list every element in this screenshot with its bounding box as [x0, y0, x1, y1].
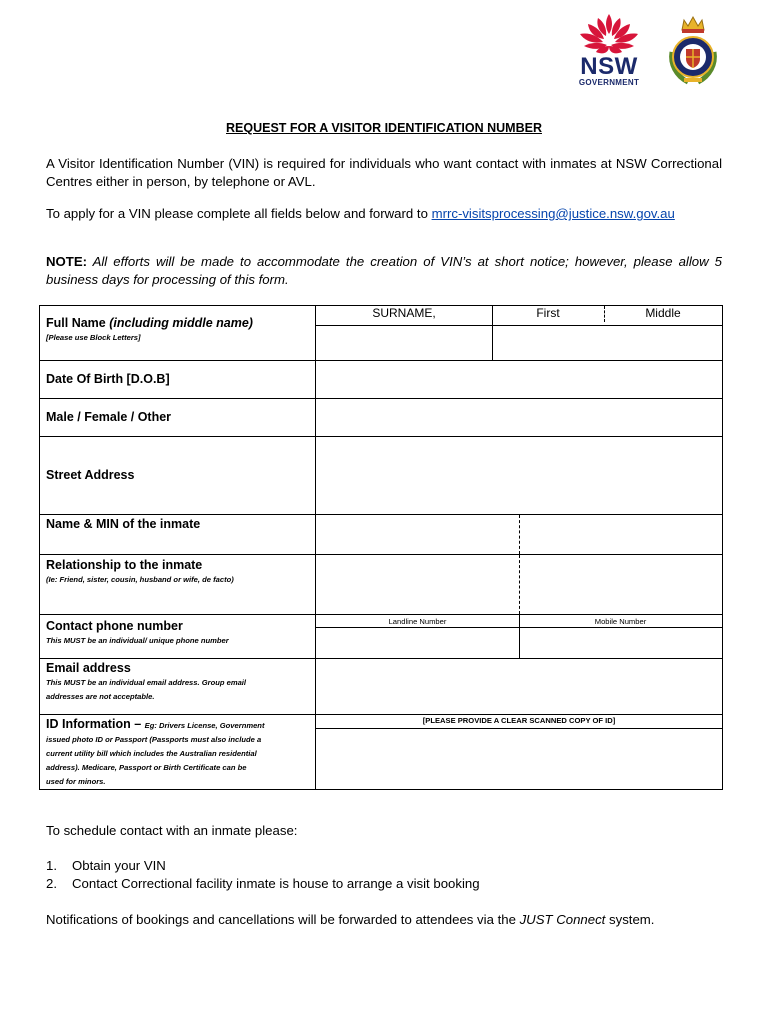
- phone-label: Contact phone number: [46, 619, 183, 633]
- full-name-hint: [Please use Block Letters]: [46, 333, 141, 342]
- relationship-label-cell: [40, 555, 316, 614]
- email-row: [40, 659, 722, 715]
- email-hint-line1: This MUST be an individual email address. Group email: [46, 678, 247, 687]
- processing-email-link[interactable]: mrrc-visitsprocessing@justice.nsw.gov.au: [431, 206, 675, 221]
- id-info-label-line: [46, 716, 309, 733]
- relationship-row: [40, 555, 722, 615]
- schedule-step-1: [46, 857, 166, 875]
- inmate-name-field[interactable]: [316, 515, 518, 554]
- inmate-row: [40, 515, 722, 555]
- full-name-row: [40, 306, 722, 361]
- name-divider-dashed: [604, 306, 605, 322]
- id-info-hint-line3: current utility bill which includes the Australian residential: [46, 749, 257, 758]
- gender-field[interactable]: [316, 399, 722, 436]
- id-info-label-cell: [40, 715, 316, 790]
- email-label: Email address: [46, 661, 131, 675]
- page-title: REQUEST FOR A VISITOR IDENTIFICATION NUMBER: [226, 121, 542, 135]
- first-middle-name-field[interactable]: [493, 326, 722, 360]
- vin-request-form: [39, 305, 723, 790]
- email-label-cell: [40, 659, 316, 714]
- address-row: [40, 437, 722, 515]
- first-name-column-header: First: [536, 306, 560, 320]
- dob-label-cell: [40, 361, 316, 398]
- dob-label: Date Of Birth [D.O.B]: [46, 372, 170, 386]
- id-info-row: [40, 715, 722, 790]
- gender-label-cell: [40, 399, 316, 436]
- gender-label: Male / Female / Other: [46, 410, 172, 424]
- schedule-step-2: [46, 875, 480, 893]
- full-name-value-cell: [316, 306, 722, 360]
- middle-name-column-header: Middle: [645, 306, 681, 320]
- landline-field[interactable]: [316, 628, 518, 658]
- nsw-government-label: GOVERNMENT: [578, 78, 640, 87]
- relationship-value-cell: [316, 555, 722, 614]
- id-info-label: ID Information –: [46, 717, 145, 731]
- step-number: 2.: [46, 876, 57, 891]
- note-paragraph: [46, 253, 722, 289]
- relationship-field[interactable]: [316, 555, 722, 614]
- relationship-label: Relationship to the inmate: [46, 558, 203, 572]
- notifications-paragraph: [46, 911, 722, 929]
- full-name-label: Full Name (including middle name): [46, 316, 253, 330]
- inmate-value-cell: [316, 515, 722, 554]
- phone-row: [40, 615, 722, 659]
- apply-text: To apply for a VIN please complete all fields below and forward to: [46, 206, 432, 221]
- gender-row: [40, 399, 722, 437]
- full-name-label-cell: [40, 306, 316, 360]
- nsw-government-logo: [568, 12, 650, 92]
- phone-value-cell: [316, 615, 722, 658]
- dob-field[interactable]: [316, 361, 722, 398]
- email-hint-line2: addresses are not acceptable.: [46, 692, 155, 701]
- surname-column-header: SURNAME,: [372, 306, 436, 320]
- mobile-field[interactable]: [520, 628, 722, 658]
- surname-field[interactable]: [316, 326, 491, 360]
- apply-paragraph: [46, 205, 722, 223]
- id-info-value-cell: [316, 715, 722, 790]
- address-label-cell: [40, 437, 316, 514]
- mobile-column-header: Mobile Number: [594, 617, 647, 626]
- corrective-services-crest-icon: [664, 12, 722, 90]
- step-text: Obtain your VIN: [72, 858, 166, 873]
- phone-label-cell: [40, 615, 316, 658]
- notifications-text-end: system.: [605, 912, 655, 927]
- phone-hint: This MUST be an individual/ unique phone number: [46, 636, 229, 645]
- notifications-text: Notifications of bookings and cancellations will be forwarded to attendees via the: [46, 912, 520, 927]
- landline-column-header: Landline Number: [388, 617, 447, 626]
- step-text: Contact Correctional facility inmate is house to arrange a visit booking: [72, 876, 480, 891]
- dob-row: [40, 361, 722, 399]
- inmate-label: Name & MIN of the inmate: [46, 517, 201, 531]
- note-label: NOTE:: [46, 254, 88, 269]
- id-info-hint-line5: used for minors.: [46, 777, 106, 786]
- address-field[interactable]: [316, 437, 722, 514]
- step-number: 1.: [46, 858, 57, 873]
- address-label: Street Address: [46, 468, 135, 482]
- email-field[interactable]: [316, 659, 722, 714]
- waratah-flower-icon: [576, 12, 642, 56]
- id-info-hint-line2: issued photo ID or Passport (Passports must also include a: [46, 735, 262, 744]
- id-info-hint-line4: address). Medicare, Passport or Birth Certificate can be: [46, 763, 247, 772]
- inmate-label-cell: [40, 515, 316, 554]
- inmate-min-field[interactable]: [520, 515, 722, 554]
- id-upload-area[interactable]: [316, 729, 722, 790]
- schedule-intro: To schedule contact with an inmate please:: [46, 823, 298, 838]
- intro-paragraph: A Visitor Identification Number (VIN) is required for individuals who want contact with inmates at NSW Correctional Centres either in person, by telephone or AVL.: [46, 156, 722, 189]
- id-upload-instruction: [PLEASE PROVIDE A CLEAR SCANNED COPY OF ID]: [422, 716, 616, 725]
- nsw-wordmark: NSW: [580, 53, 638, 80]
- id-info-hint-inline: Eg: Drivers License, Government: [144, 721, 265, 730]
- just-connect-system: JUST Connect: [519, 912, 606, 927]
- note-text: All efforts will be made to accommodate the creation of VIN’s at short notice; however, please allow 5 business days for processing of this form.: [46, 254, 722, 287]
- relationship-hint: (Ie: Friend, sister, cousin, husband or wife, de facto): [46, 575, 234, 584]
